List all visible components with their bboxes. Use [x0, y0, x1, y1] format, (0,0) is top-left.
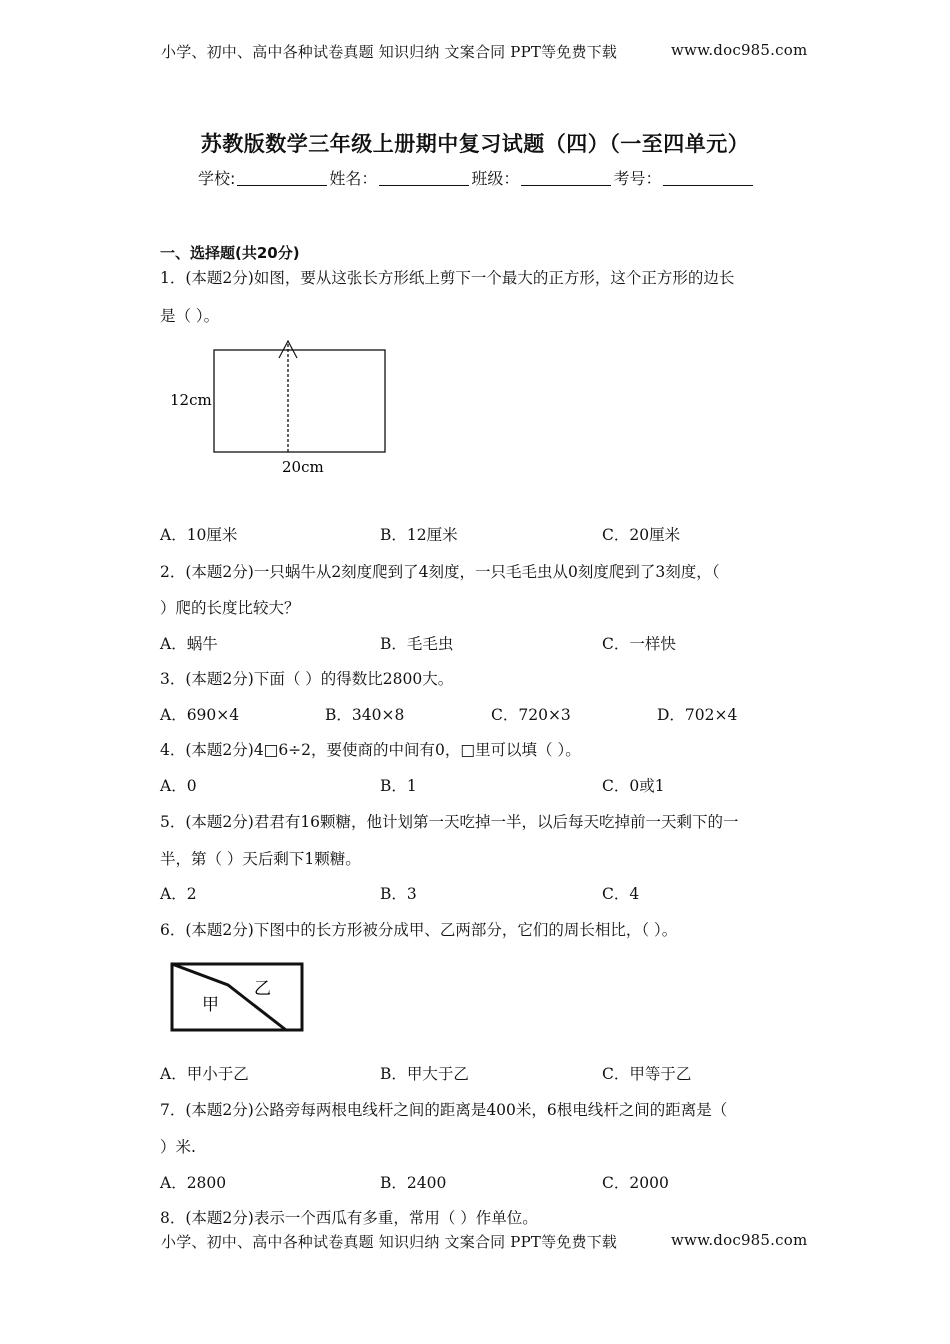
q5-option-b[interactable]: B．3: [380, 885, 417, 903]
q3-option-b[interactable]: B．340×8: [325, 706, 405, 724]
question-7-text: 7．(本题2分)公路旁每两根电线杆之间的距离是400米，6根电线杆之间的距离是（: [160, 1101, 728, 1119]
page-title: 苏教版数学三年级上册期中复习试题（四）（一至四单元）: [200, 132, 750, 156]
footer-promo: 小学、初中、高中各种试卷真题 知识归纳 文案合同 PPT等免费下载: [161, 1233, 618, 1251]
divided-rectangle: [172, 964, 302, 1030]
q5-option-a[interactable]: A．2: [160, 885, 197, 903]
student-info-line: [198, 166, 755, 189]
part-b-label: 乙: [254, 979, 271, 999]
question-2-text: 2．(本题2分)一只蜗牛从2刻度爬到了4刻度，一只毛毛虫从0刻度爬到了3刻度，（: [160, 563, 720, 581]
name-blank[interactable]: [379, 169, 469, 186]
question-6-figure: [168, 960, 308, 1036]
school-label: 学校:: [198, 169, 236, 188]
q6-option-a[interactable]: A．甲小于乙: [160, 1065, 249, 1083]
q2-option-b[interactable]: B．毛毛虫: [380, 635, 454, 653]
q7-option-b[interactable]: B．2400: [380, 1174, 447, 1192]
q3-option-a[interactable]: A．690×4: [160, 706, 240, 724]
class-blank[interactable]: [521, 169, 611, 186]
q1-option-c[interactable]: C．20厘米: [602, 526, 681, 544]
question-5-text: 5．(本题2分)君君有16颗糖，他计划第一天吃掉一半，以后每天吃掉前一天剩下的一: [160, 813, 739, 831]
q1-option-b[interactable]: B．12厘米: [380, 526, 458, 544]
name-label: 姓名：: [329, 169, 378, 188]
q2-option-c[interactable]: C．一样快: [602, 635, 676, 653]
q4-option-a[interactable]: A．0: [160, 777, 197, 795]
exam-no-label: 考号：: [613, 169, 662, 188]
q7-option-c[interactable]: C．2000: [602, 1174, 669, 1192]
height-label: 12cm: [170, 391, 212, 409]
question-4-text: 4．(本题2分)4□6÷2，要使商的中间有0，□里可以填（ ）。: [160, 741, 581, 759]
q6-option-b[interactable]: B．甲大于乙: [380, 1065, 469, 1083]
footer-site[interactable]: www.doc985.com: [671, 1231, 808, 1249]
q3-option-c[interactable]: C．720×3: [491, 706, 571, 724]
section-heading: 一、选择题(共20分): [160, 244, 300, 262]
question-7-text-cont: ）米.: [160, 1138, 196, 1156]
header-site[interactable]: www.doc985.com: [671, 41, 808, 59]
q7-option-a[interactable]: A．2800: [160, 1174, 227, 1192]
school-blank[interactable]: [237, 169, 327, 186]
width-label: 20cm: [282, 458, 324, 476]
question-6-text: 6．(本题2分)下图中的长方形被分成甲、乙两部分，它们的周长相比，（ ）。: [160, 921, 678, 939]
question-2-text-cont: ）爬的长度比较大？: [160, 599, 300, 617]
rectangle-shape: [214, 350, 385, 452]
q4-option-c[interactable]: C．0或1: [602, 777, 665, 795]
q1-option-a[interactable]: A．10厘米: [160, 526, 238, 544]
q6-option-c[interactable]: C．甲等于乙: [602, 1065, 692, 1083]
header-promo: 小学、初中、高中各种试卷真题 知识归纳 文案合同 PPT等免费下载: [161, 43, 618, 61]
question-3-text: 3．(本题2分)下面（ ）的得数比2800大。: [160, 670, 454, 688]
q3-option-d[interactable]: D．702×4: [657, 706, 738, 724]
exam-no-blank[interactable]: [663, 169, 753, 186]
q5-option-c[interactable]: C．4: [602, 885, 640, 903]
question-1-text-cont: 是（ ）。: [160, 307, 220, 325]
question-8-text: 8．(本题2分)表示一个西瓜有多重，常用（ ）作单位。: [160, 1209, 538, 1227]
question-1-text: 1．(本题2分)如图，要从这张长方形纸上剪下一个最大的正方形，这个正方形的边长: [160, 269, 735, 287]
q4-option-b[interactable]: B．1: [380, 777, 417, 795]
class-label: 班级：: [471, 169, 520, 188]
q2-option-a[interactable]: A．蜗牛: [160, 635, 218, 653]
part-a-label: 甲: [202, 995, 219, 1015]
question-5-text-cont: 半，第（ ）天后剩下1颗糖。: [160, 850, 361, 868]
question-1-figure: [165, 335, 395, 480]
